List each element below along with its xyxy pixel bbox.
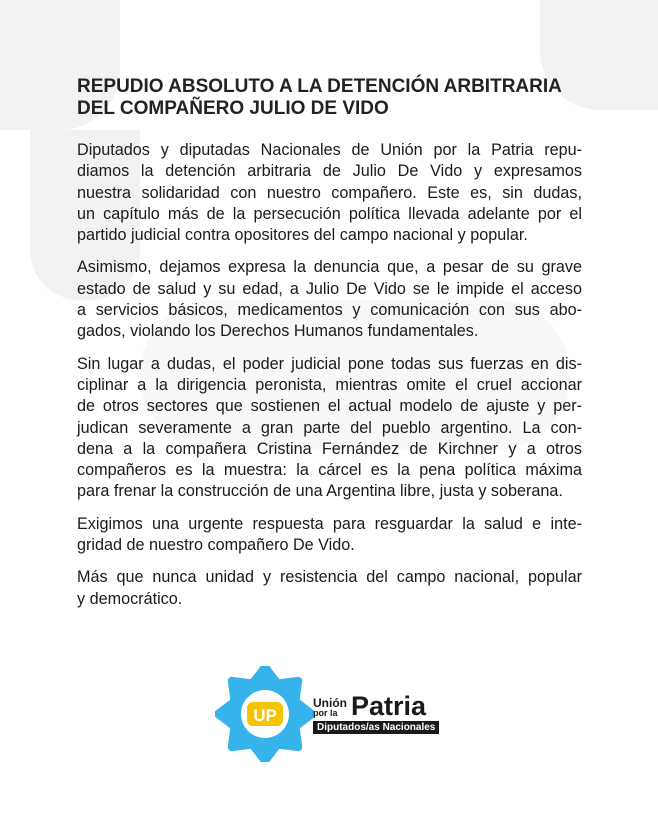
text-line: un capítulo más de la persecución política llevada adelante por el	[77, 204, 582, 223]
text-line: gados, violando los Derechos Humanos fundamentales.	[77, 322, 479, 341]
paragraph	[77, 140, 582, 246]
badge-text: UP	[253, 706, 277, 725]
porla-text: por la	[313, 708, 338, 718]
title-line: REPUDIO ABSOLUTO A LA DETENCIÓN ARBITRARIA	[77, 76, 562, 97]
document-title	[77, 76, 587, 120]
text-line: dena a la compañera Cristina Fernández de Kirchner y a otros	[77, 439, 582, 458]
patria-text: Patria	[351, 691, 427, 721]
union-text: Unión	[313, 696, 347, 710]
text-line: diamos la detención arbitraria de Julio De Vido y expresamos	[77, 162, 582, 181]
text-line: nuestra solidaridad con nuestro compañero. Este es, sin dudas,	[77, 183, 582, 202]
paragraph	[77, 514, 582, 557]
text-line: judican severamente a gran parte del pueblo argentino. La con-	[77, 418, 582, 437]
paragraph	[77, 257, 582, 342]
text-line: Sin lugar a dudas, el poder judicial pone todas sus fuerzas en dis-	[77, 354, 582, 373]
text-line: Diputados y diputadas Nacionales de Unión por la Patria repu-	[77, 141, 582, 159]
union-por-la-patria-logo	[215, 666, 455, 762]
paragraph	[77, 354, 582, 503]
text-line: gridad de nuestro compañero De Vido.	[77, 536, 355, 555]
text-line: para frenar la construcción de una Argentina libre, justa y soberana.	[77, 482, 563, 501]
text-line: partido judicial contra opositores del campo nacional y popular.	[77, 226, 528, 245]
text-line: y democrático.	[77, 589, 183, 608]
text-line: Asimismo, dejamos expresa la denuncia que, a pesar de su grave	[77, 258, 582, 277]
paragraph	[77, 567, 582, 610]
text-line: compañeros es la muestra: la cárcel es la pena política máxima	[77, 461, 582, 480]
sun-icon	[215, 666, 315, 762]
text-line: Más que nunca unidad y resistencia del campo nacional, popular	[77, 568, 582, 587]
text-line: de otros sectores que sostienen el actual modelo de ajuste y per-	[77, 397, 582, 416]
subtitle-text: Diputados/as Nacionales	[313, 721, 439, 734]
text-line: ciplinar a la dirigencia peronista, mientras omite el cruel accionar	[77, 375, 582, 394]
text-line: Exigimos una urgente respuesta para resguardar la salud e inte-	[77, 514, 582, 533]
document-body	[77, 140, 582, 621]
title-line: DEL COMPAÑERO JULIO DE VIDO	[77, 98, 389, 119]
text-line: a servicios básicos, medicamentos y comunicación con sus abo-	[77, 301, 582, 320]
text-line: estado de salud y su edad, a Julio De Vido se le impide el acceso	[77, 279, 582, 298]
